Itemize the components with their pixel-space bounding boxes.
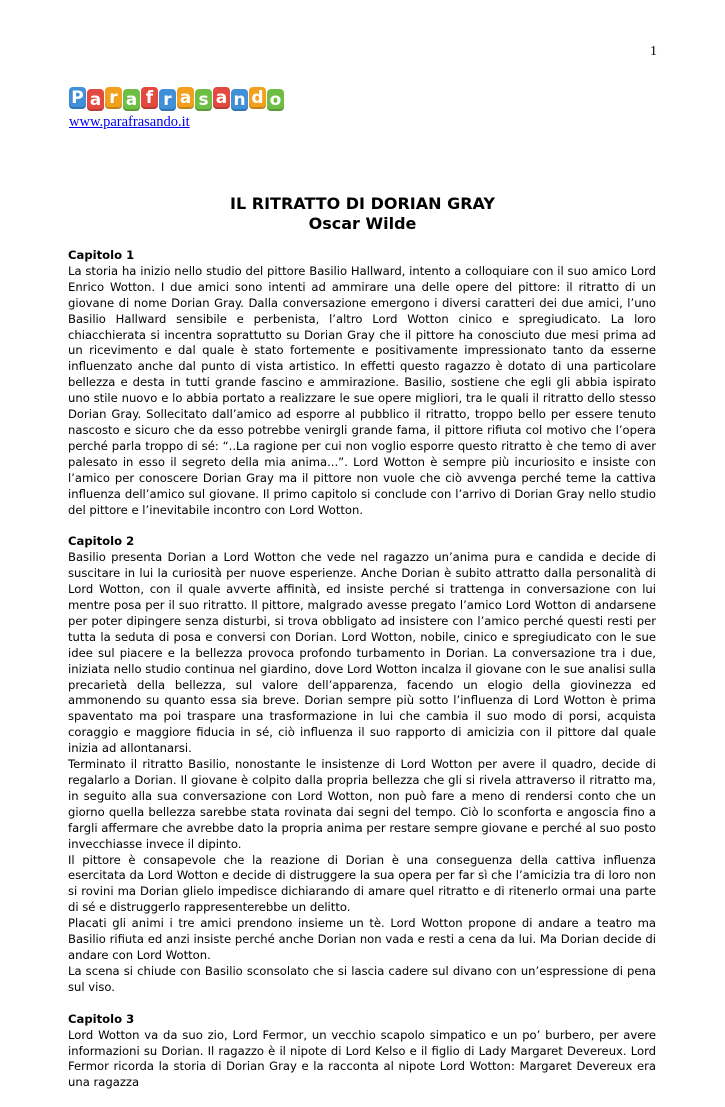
chapter-paragraph: Terminato il ritratto Basilio, nonostante le insistenze di Lord Wotton per avere il quadro, decide di regalarlo a Dorian. Il giovane è colpito dalla propria bellezza che gli si rivela attraverso il ritratto ma, in seguito alla sua conversazione con Lord Wotton, non può fare a meno di rendersi conto che un giorno quella bellezza sarebbe stata rovinata dai segni del tempo. Ciò lo sconforta e angoscia fino a fargli affermare che avrebbe dato la propria anima per restare sempre giovane e perché al suo posto invecchiasse invece il dipinto. <box>68 757 656 851</box>
logo-letter: a <box>87 89 104 111</box>
chapter-paragraph: Basilio presenta Dorian a Lord Wotton che vede nel ragazzo un’anima pura e candida e decide di suscitare in lui la curiosità per nuove esperienze. Anche Dorian è subito attratto dalla personalità di Lord Wotton, con il quale avverte affinità, ed insiste perché si trattenga in conversazione con lui mentre posa per il suo ritratto. Il pittore, malgrado avesse pregato l’amico Lord Wotton di andarsene per poter dipingere senza disturbi, si trova obbligato ad insistere con l’amico perché questi resti per tutta la seduta di posa e conversi con Dorian. Lord Wotton, nobile, cinico e spregiudicato con le sue idee sul piacere e la bellezza provoca profondo turbamento in Dorian. La conversazione tra i due, iniziata nello studio continua nel giardino, dove Lord Wotton incalza il giovane con le sue analisi sulla precarietà della bellezza, sul valore dell’apparenza, facendo un elogio della giovinezza ed ammonendo su quanto essa sia breve. Dorian sempre più sotto l’influenza di Lord Wotton è prima spaventato ma poi traspare una trasformazione in lui che cambia il suo modo di porsi, acquista coraggio e maggiore fiducia in sé, ciò influenza il suo rapporto di amicizia con il pittore dal quale inizia ad allontanarsi. <box>68 550 656 756</box>
logo-letter: d <box>249 87 266 109</box>
logo-letter: r <box>105 87 122 109</box>
logo-letter: a <box>177 87 194 109</box>
chapter-paragraph: Placati gli animi i tre amici prendono insieme un tè. Lord Wotton propone di andare a teatro ma Basilio rifiuta ed anzi insiste perché anche Dorian non vada e resti a cena da lui. Ma Dorian decide di andare con Lord Wotton. <box>68 916 656 962</box>
page-number: 1 <box>650 44 657 59</box>
chapter-section <box>68 534 656 995</box>
document-title: IL RITRATTO DI DORIAN GRAY <box>230 194 495 213</box>
logo-letter: f <box>141 87 158 109</box>
site-link[interactable]: www.parafrasando.it <box>69 114 190 130</box>
chapter-paragraph: La scena si chiude con Basilio sconsolato che si lascia cadere sul divano con un’espressione di pena sul viso. <box>68 963 656 994</box>
chapter-heading: Capitolo 3 <box>68 1011 135 1026</box>
logo-letter: s <box>195 89 212 111</box>
chapter-paragraph: La storia ha inizio nello studio del pittore Basilio Hallward, intento a colloquiare con il suo amico Lord Enrico Wotton. I due amici sono intenti ad ammirare una delle opere del pittore: il ritratto di un giovane di nome Dorian Gray. Dalla conversazione emergono i diversi caratteri dei due amici, l’uno Basilio Hallward sensibile e perbenista, l’altro Lord Wotton cinico e spregiudicato. La loro chiacchierata si incentra soprattutto su Dorian Gray che il pittore ha conosciuto due mesi prima ad un ricevimento e dal quale è stato fortemente e positivamente impressionato tanto da esserne influenzato anche dal punto di vista artistico. In effetti questo ragazzo è dotato di una particolare bellezza e desta in tutti grande fascino e ammirazione. Basilio, sostiene che egli gli abbia ispirato uno stile nuovo e lo abbia portato a realizzare le sue opere migliori, tra le quali il ritratto dello stesso Dorian Gray. Sollecitato dall’amico ad esporre al pubblico il ritratto, troppo bello per essere tenuto nascosto e sicuro che da esso potrebbe venirgli grande fama, il pittore rifiuta col motivo che l’opera perché parla troppo di sé: “..La ragione per cui non voglio esporre questo ritratto è che temo di aver palesato in esso il segreto della mia anima...”. Lord Wotton è sempre più incuriosito e insiste con l’amico per conoscere Dorian Gray ma il pittore non vuole che ciò avvenga perché teme la cattiva influenza dell’amico sul giovane. Il primo capitolo si conclude con l’arrivo di Dorian Gray nello studio del pittore e l’inevitabile incontro con Lord Wotton. <box>68 263 656 517</box>
logo-letter: a <box>213 87 230 109</box>
logo-letter: o <box>267 89 284 111</box>
parafrasando-logo <box>69 87 285 111</box>
logo-letter: r <box>159 89 176 111</box>
chapter-paragraph: Il pittore è consapevole che la reazione di Dorian è una conseguenza della cattiva influenza esercitata da Lord Wotton e decide di distruggere la sua opera per far sì che l’amicizia tra di loro non si rovini ma Dorian glielo impedisce dichiarando di amare quel ritratto e di ritenerlo ormai una parte di sé e distruggerlo rappresenterebbe un delitto. <box>68 852 656 915</box>
chapter-heading: Capitolo 1 <box>68 248 135 262</box>
document-author: Oscar Wilde <box>308 214 417 233</box>
chapter-paragraph: Lord Wotton va da suo zio, Lord Fermor, un vecchio scapolo simpatico e un po’ burbero, per avere informazioni su Dorian. Il ragazzo è il nipote di Lord Kelso e il figlio di Lady Margaret Devereux. Lord Fermor ricorda la storia di Dorian Gray e la racconta al nipote Lord Wotton: Margaret Devereux era una ragazza <box>68 1027 656 1090</box>
logo-letter: a <box>123 89 140 111</box>
chapter-section <box>68 248 656 518</box>
document-body <box>68 248 656 1107</box>
logo-letter: n <box>231 89 248 111</box>
logo-letter: P <box>69 87 86 109</box>
chapter-heading: Capitolo 2 <box>68 534 135 549</box>
